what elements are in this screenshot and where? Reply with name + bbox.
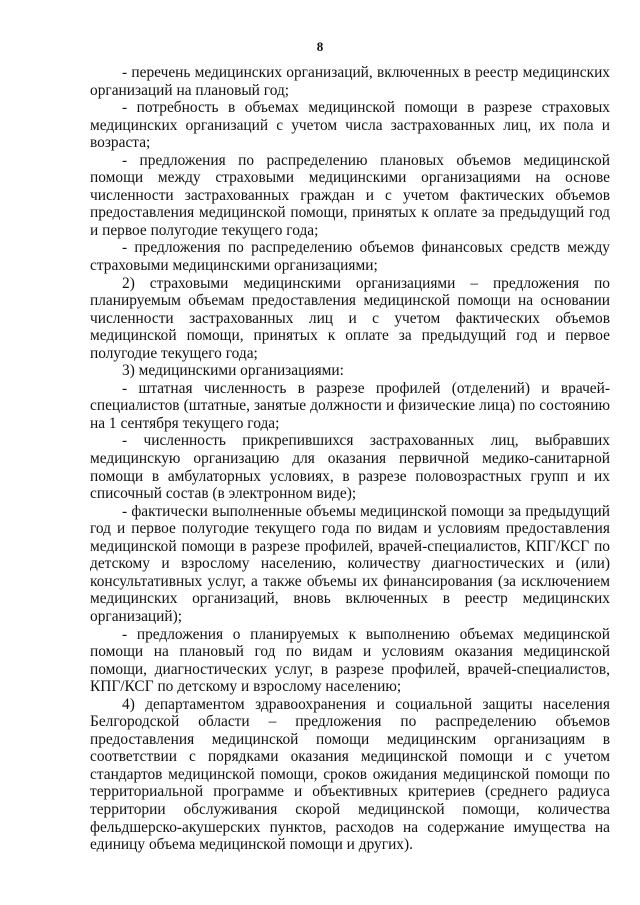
list-item-actual-volumes: - фактически выполненные объемы медицинской помощи за предыдущий год и первое полугодие текущего года по видам и условиям предоставления медицинской помощи в разрезе профилей, врачей-специалистов, КПГ/КСГ по детскому и взрослому населению, количеству диагностических и (или) консультативных услуг, а также объемы их финансирования (за исключением медицинских организаций, вновь включенных в реестр медицинских организаций);	[90, 502, 610, 625]
list-item-staffing: - штатная численность в разрезе профилей (отделений) и врачей-специалистов (штатные, занятые должности и физические лица) по состоянию на 1 сентября текущего года;	[90, 379, 610, 432]
list-item-attached-persons: - численность прикрепившихся застрахованных лиц, выбравших медицинскую организацию для оказания первичной медико-санитарной помощи в амбулаторных условиях, в разрезе половозрастных групп и их списочный состав (в электронном виде);	[90, 432, 610, 503]
numbered-item-insurers: 2) страховыми медицинскими организациями – предложения по планируемым объемам предоставления медицинской помощи на основании численности застрахованных лиц и с учетом фактических объемов медицинской помощи, принятых к оплате за предыдущий год и первое полугодие текущего года;	[90, 274, 610, 362]
list-item-needs: - потребность в объемах медицинской помощи в разрезе страховых медицинских организаций с учетом числа застрахованных лиц, их пола и возраста;	[90, 99, 610, 152]
list-item-planned-volumes: - предложения о планируемых к выполнению объемах медицинской помощи на плановый год по видам и условиям оказания медицинской помощи, диагностических услуг, в разрезе профилей, врачей-специалистов, КПГ/КСГ по детскому и взрослому населению;	[90, 625, 610, 696]
page-number: 8	[316, 39, 324, 54]
list-item-finance-distribution: - предложения по распределению объемов финансовых средств между страховыми медицинскими организациями;	[90, 239, 610, 275]
document-body	[90, 64, 610, 854]
list-item-registry: - перечень медицинских организаций, включенных в реестр медицинских организаций на плановый год;	[90, 64, 610, 99]
numbered-item-department: 4) департаментом здравоохранения и социальной защиты населения Белгородской области – предложения по распределению объемов предоставления медицинской помощи медицинским организациям в соответствии с порядками оказания медицинской помощи и с учетом стандартов медицинской помощи, сроков ожидания медицинской помощи по территориальной программе и объективных критериев (среднего радиуса территории обслуживания скорой медицинской помощи, количества фельдшерско-акушерских пунктов, расходов на содержание имущества на единицу объема медицинской помощи и других).	[90, 695, 610, 854]
numbered-item-medical-orgs: 3) медицинскими организациями:	[122, 362, 344, 380]
list-item-volume-distribution: - предложения по распределению плановых объемов медицинской помощи между страховыми медицинскими организациями на основе численности застрахованных граждан и с учетом фактических объемов предоставления медицинской помощи, принятых к оплате за предыдущий год и первое полугодие текущего года;	[90, 151, 610, 239]
